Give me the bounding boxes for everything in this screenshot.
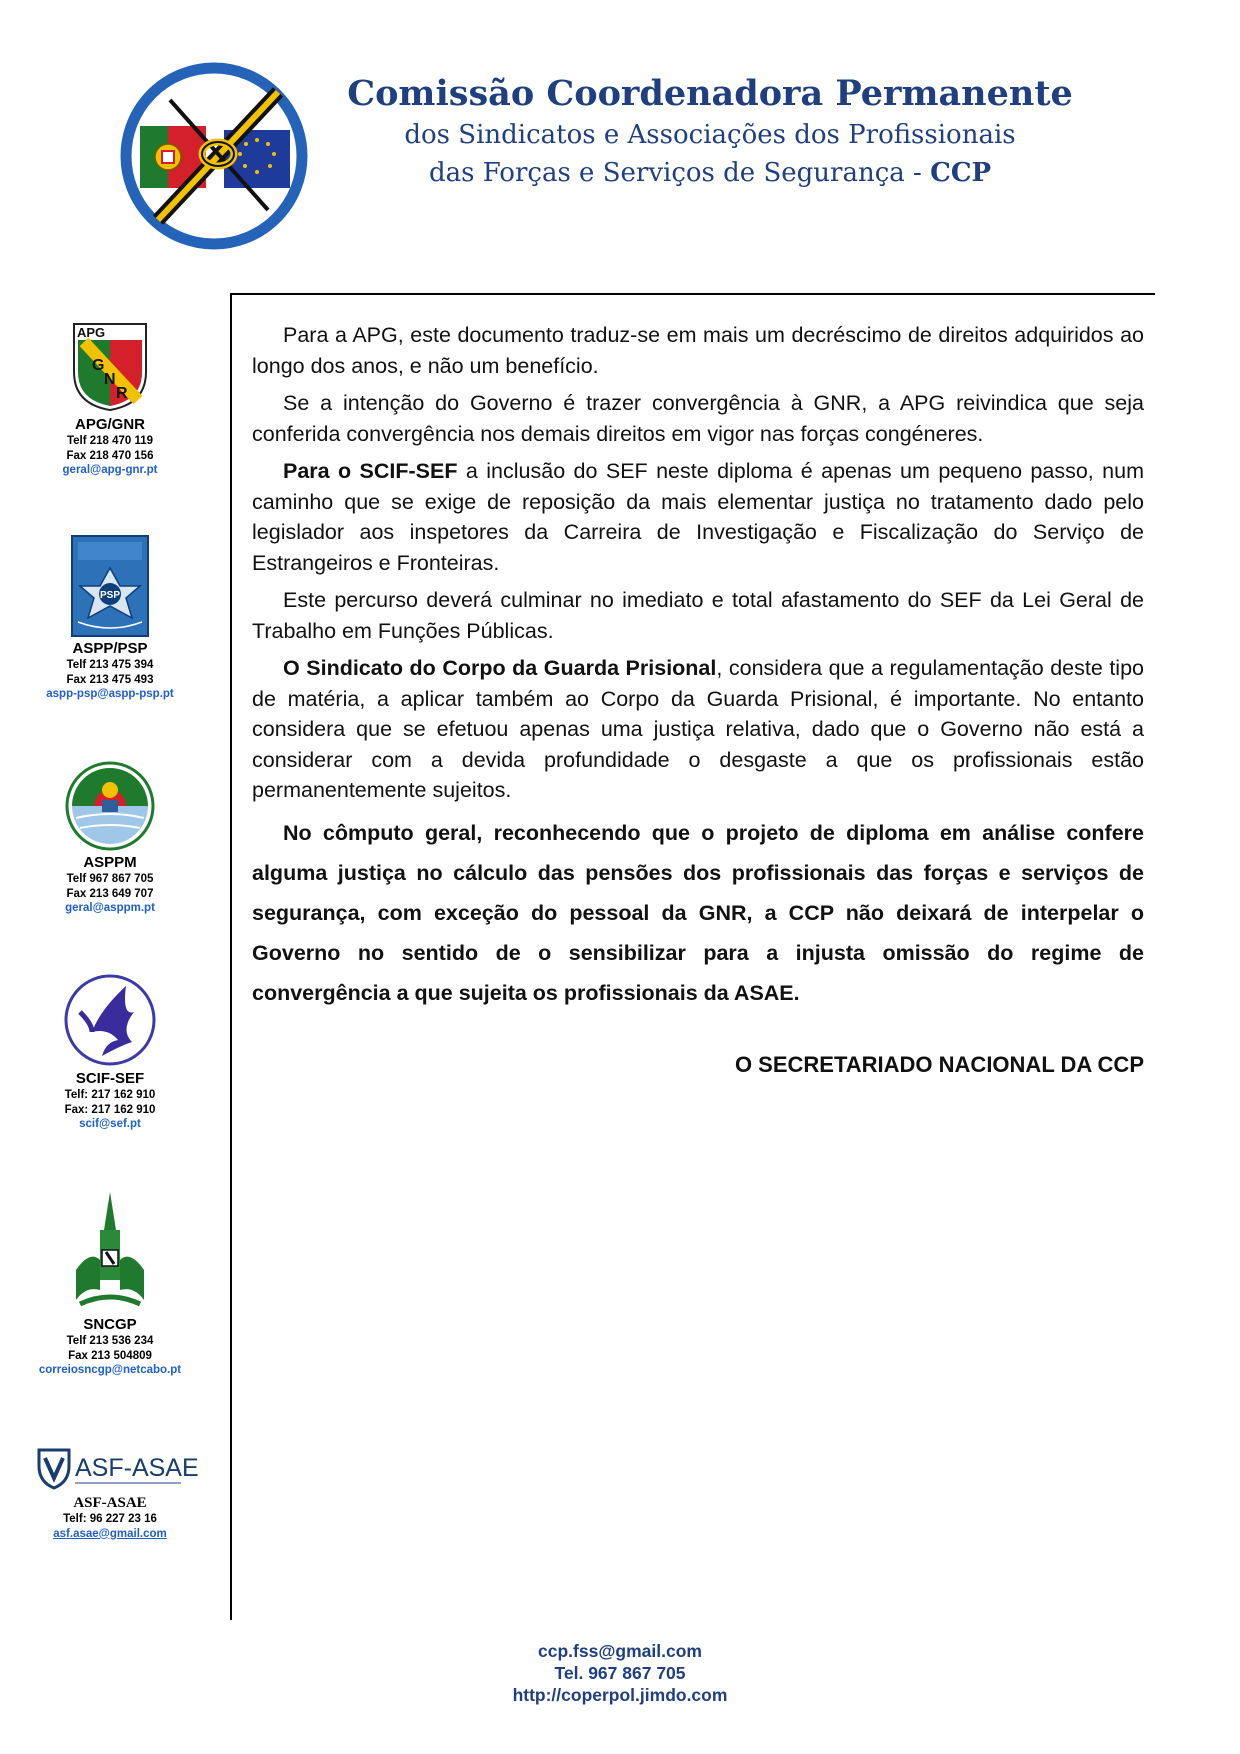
footer-phone: Tel. 967 867 705 <box>554 1663 686 1683</box>
asppm-emblem-icon <box>64 760 156 852</box>
org-fax: Fax 218 470 156 <box>66 449 154 462</box>
org-name: ASPP/PSP <box>72 640 148 657</box>
org-phone: Telf 967 867 705 <box>66 873 154 885</box>
org-email-link[interactable]: asf.asae@gmail.com <box>53 1527 167 1540</box>
paragraph-scif-sef <box>252 456 1144 578</box>
paragraph-text: a inclusão do SEF neste diploma é apenas um pequeno passo, num caminho que se exige de reposição da mais elementar justiça no tratamento dado pelo legislador aos inspetores da Carreira de Investigação e Fiscalização do Serviço de Estrangeiros e Fronteiras. <box>252 459 1144 575</box>
svg-text:N: N <box>104 371 116 388</box>
org-asf-asae <box>0 1444 220 1541</box>
header-subtitle-text: das Forças e Serviços de Segurança <box>428 158 905 188</box>
svg-text:APG: APG <box>77 325 106 340</box>
org-email-link[interactable]: scif@sef.pt <box>79 1118 141 1130</box>
org-fax: Fax 213 504809 <box>68 1349 152 1362</box>
org-email-link[interactable]: geral@apg-gnr.pt <box>62 464 158 476</box>
footer-email-link[interactable]: ccp.fss@gmail.com <box>538 1641 702 1661</box>
org-phone: Telf 213 536 234 <box>66 1335 154 1347</box>
letter-body <box>252 320 1144 1020</box>
header-acronym: CCP <box>930 158 992 188</box>
org-name: SCIF-SEF <box>75 1070 145 1087</box>
header-separator: - <box>904 158 931 188</box>
org-scif-sef <box>0 972 220 1132</box>
paragraph-apg-convergence: Se a intenção do Governo é trazer convergência à GNR, a APG reivindica que seja conferida convergência nos demais direitos em vigor nas forças congéneres. <box>252 391 1144 446</box>
org-phone: Telf: 217 162 910 <box>64 1089 156 1101</box>
org-name: ASF-ASAE <box>73 1495 147 1511</box>
paragraph-sef-route: Este percurso deverá culminar no imediato e total afastamento do SEF da Lei Geral de Trabalho em Funções Públicas. <box>252 588 1144 643</box>
org-aspp-psp <box>0 534 220 702</box>
header <box>340 72 1080 192</box>
asf-asae-shield-icon <box>35 1444 199 1492</box>
paragraph-lead: O Sindicato do Corpo da Guarda Prisional <box>283 656 717 680</box>
paragraph-conclusion: No cômputo geral, reconhecendo que o projeto de diploma em análise confere alguma justiça no cálculo das pensões dos profissionais das forças e serviços de segurança, com exceção do pessoal da GNR, a CCP não deixará de interpelar o Governo no sentido de o sensibilizar para a injusta omissão do regime de convergência a que sujeita os profissionais da ASAE. <box>252 820 1144 1005</box>
org-fax: Fax 213 649 707 <box>66 887 154 900</box>
org-fax: Fax 213 475 493 <box>66 673 154 686</box>
org-fax: Fax: 217 162 910 <box>64 1103 156 1116</box>
svg-text:PSP: PSP <box>99 590 121 601</box>
divider-left <box>230 293 232 1620</box>
paragraph-lead: Para o SCIF-SEF <box>283 459 458 483</box>
org-phone: Telf: 96 227 23 16 <box>63 1513 157 1525</box>
header-title: Comissão Coordenadora Permanente <box>347 73 1073 114</box>
org-name: SNCGP <box>83 1316 137 1333</box>
org-email-link[interactable]: aspp-psp@aspp-psp.pt <box>46 688 174 700</box>
apg-gnr-shield-icon <box>70 320 150 414</box>
header-subtitle-line2 <box>340 154 1080 192</box>
divider-top <box>230 293 1155 295</box>
svg-text:R: R <box>116 385 128 402</box>
header-subtitle-line1: dos Sindicatos e Associações dos Profissionais <box>404 120 1016 150</box>
paragraph-sncgp <box>252 653 1144 806</box>
org-phone: Telf 218 470 119 <box>66 435 154 447</box>
sncgp-tower-icon <box>70 1190 150 1314</box>
org-apg-gnr <box>0 320 220 478</box>
org-sncgp <box>0 1190 220 1378</box>
org-email-link[interactable]: geral@asppm.pt <box>65 902 155 914</box>
org-phone: Telf 213 475 394 <box>66 659 154 671</box>
org-email-link[interactable]: correiosncgp@netcabo.pt <box>38 1364 182 1376</box>
org-asppm <box>0 760 220 916</box>
paragraph-apg: Para a APG, este documento traduz-se em mais um decréscimo de direitos adquiridos ao longo dos anos, e não um benefício. <box>252 323 1144 378</box>
footer-website-link[interactable]: http://coperpol.jimdo.com <box>512 1685 728 1705</box>
paragraph-text: , considera que a regulamentação deste tipo de matéria, a aplicar também ao Corpo da Guarda Prisional, é importante. No entanto considera que se efetuou apenas uma justiça relativa, dado que o Governo não está a considerar com a devida profundidade o desgaste a que os profissionais estão permanentemente sujeitos. <box>252 656 1144 802</box>
scif-sef-bird-icon <box>62 972 158 1068</box>
org-name: APG/GNR <box>74 416 145 433</box>
svg-text:ASF-ASAE: ASF-ASAE <box>75 1454 199 1482</box>
aspp-psp-badge-icon <box>70 534 150 638</box>
signature: O SECRETARIADO NACIONAL DA CCP <box>734 1052 1144 1077</box>
footer <box>0 1640 1240 1706</box>
org-name: ASPPM <box>83 854 137 871</box>
svg-text:G: G <box>92 357 105 374</box>
ccp-emblem-icon <box>118 60 310 252</box>
